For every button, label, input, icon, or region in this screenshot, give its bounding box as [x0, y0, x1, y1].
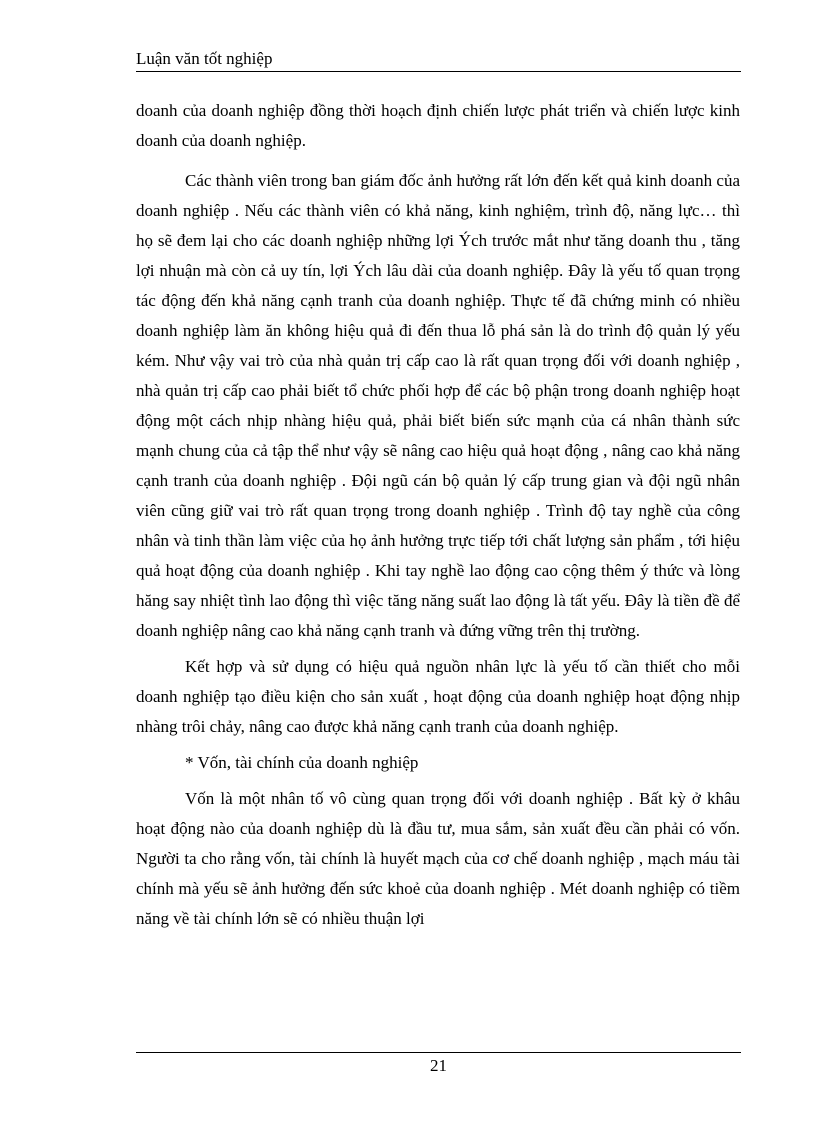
footer-rule: [136, 1052, 741, 1053]
paragraph-human-resources: Kết hợp và sử dụng có hiệu quả nguồn nhân lực là yếu tố cần thiết cho mỗi doanh nghiệp tạo điều kiện cho sản xuất , hoạt động của doanh nghiệp hoạt động nhịp nhàng trôi chảy, nâng cao được khả năng cạnh tranh của doanh nghiệp.: [136, 657, 740, 736]
paragraph-continued: doanh của doanh nghiệp đồng thời hoạch định chiến lược phát triển và chiến lược kinh doanh của doanh nghiệp.: [136, 101, 740, 150]
paragraph-capital: Vốn là một nhân tố vô cùng quan trọng đối với doanh nghiệp . Bất kỳ ở khâu hoạt động nào của doanh nghiệp dù là đầu tư, mua sắm, sản xuất đều cần phải có vốn. Người ta cho rằng vốn, tài chính là huyết mạch của cơ chế doanh nghiệp , mạch máu tài chính mà yếu sẽ ảnh hưởng đến sức khoẻ của doanh nghiệp . Mét doanh nghiệp có tiềm năng về tài chính lớn sẽ có nhiều thuận lợi: [136, 789, 740, 928]
running-header: Luận văn tốt nghiệp: [136, 49, 273, 68]
subheading-capital-finance: * Vốn, tài chính của doanh nghiệp: [185, 753, 419, 772]
page-number: 21: [430, 1056, 447, 1075]
body-text: [136, 96, 740, 940]
paragraph-management: Các thành viên trong ban giám đốc ảnh hưởng rất lớn đến kết quả kinh doanh của doanh nghiệp . Nếu các thành viên có khả năng, kinh nghiệm, trình độ, năng lực… thì họ sẽ đem lại cho các doanh nghiệp những lợi Ých trước mắt như tăng doanh thu , tăng lợi nhuận mà còn cả uy tín, lợi Ých lâu dài của doanh nghiệp. Đây là yếu tố quan trọng tác động đến khả năng cạnh tranh của doanh nghiệp. Thực tế đã chứng minh có nhiều doanh nghiệp làm ăn không hiệu quả đi đến thua lỗ phá sản là do trình độ quản lý yếu kém. Như vậy vai trò của nhà quản trị cấp cao là rất quan trọng đối với doanh nghiệp , nhà quản trị cấp cao phải biết tổ chức phối hợp để các bộ phận trong doanh nghiệp hoạt động một cách nhịp nhàng hiệu quả, phải biết biến sức mạnh của cá nhân thành sức mạnh chung của cả tập thể như vậy sẽ nâng cao hiệu quả hoạt động , nâng cao khả năng cạnh tranh của doanh nghiệp . Đội ngũ cán bộ quản lý cấp trung gian và đội ngũ nhân viên cũng giữ vai trò rất quan trọng trong doanh nghiệp . Trình độ tay nghề của công nhân và tinh thần làm việc của họ ảnh hưởng trực tiếp tới chất lượng sản phẩm , tới hiệu quả hoạt động của doanh nghiệp . Khi tay nghề lao động cao cộng thêm ý thức và lòng hăng say nhiệt tình lao động thì việc tăng năng suất lao động là tất yếu. Đây là tiền đề để doanh nghiệp nâng cao khả năng cạnh tranh và đứng vững trên thị trường.: [136, 171, 740, 640]
header-rule: [136, 71, 741, 72]
